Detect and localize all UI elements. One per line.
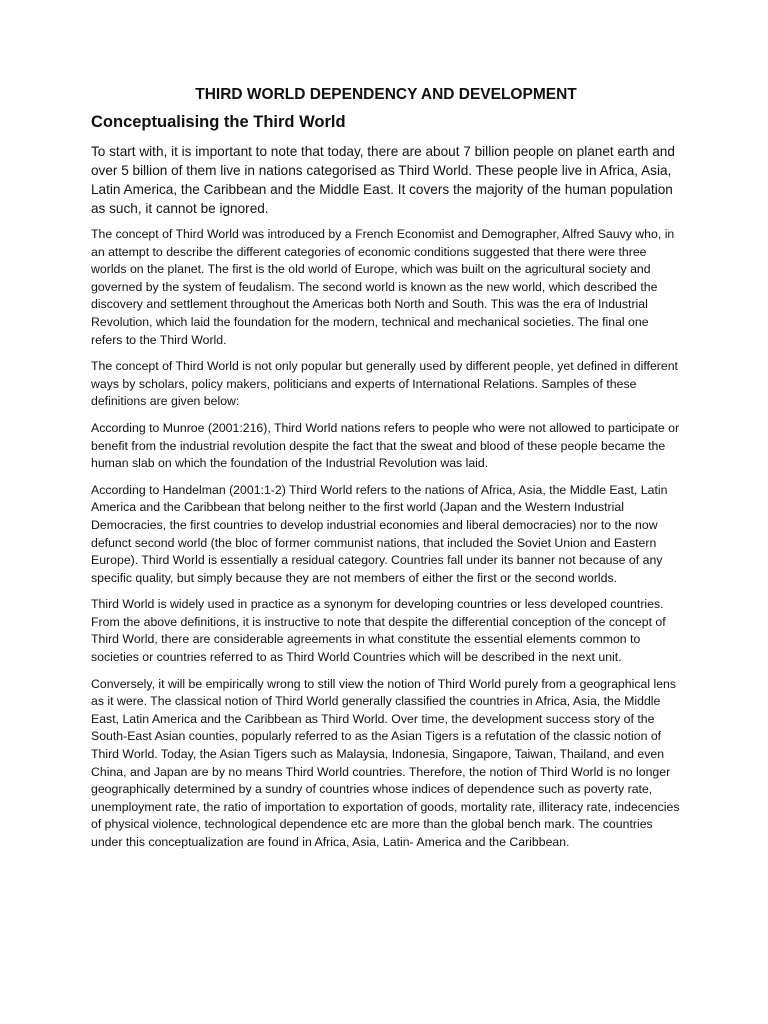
paragraph-munroe: According to Munroe (2001:216), Third World nations refers to people who were not allowed to participate or benefit from the industrial revolution despite the fact that the sweat and blood of these people became the human slab on which the foundation of the Industrial Revolution was laid. [91,420,680,471]
document-body [91,86,681,861]
paragraph-definitions-intro: The concept of Third World is not only popular but generally used by different people, yet defined in different ways by scholars, policy makers, politicians and experts of International Relations. Samples of these definitions are given below: [91,359,678,409]
paragraph-sauvy: The concept of Third World was introduced by a French Economist and Demographer, Alfred Sauvy who, in an attempt to describe the different categories of economic conditions suggested that there were three worlds on the planet. The first is the old world of Europe, which was built on the agricultural society and governed by the system of feudalism. The second world is known as the new world, which described the discovery and settlement throughout the Americas both North and South. This was the era of Industrial Revolution, which laid the foundation for the modern, technical and mechanical societies. The final one refers to the Third World. [91,227,675,347]
section-heading: Conceptualising the Third World [91,113,346,131]
lead-paragraph: To start with, it is important to note that today, there are about 7 billion people on planet earth and over 5 billion of them live in nations categorised as Third World. These people live in Africa, Asia, Latin America, the Caribbean and the Middle East. It covers the majority of the human population as such, it cannot be ignored. [91,144,675,216]
document-title: THIRD WORLD DEPENDENCY AND DEVELOPMENT [195,86,577,103]
paragraph-handelman: According to Handelman (2001:1-2) Third World refers to the nations of Africa, Asia, the Middle East, Latin America and the Caribbean that belong neither to the first world (Japan and the Western Industrial Democracies, the first countries to develop industrial economies and liberal democracies) nor to the now defunct second world (the bloc of former communist nations, that included the Soviet Union and Eastern Europe). Third World is essentially a residual category. Countries fall under its banner not because of any specific quality, but simply because they are not members of either the first or the second worlds. [91,482,668,585]
paragraph-synonym: Third World is widely used in practice as a synonym for developing countries or less developed countries. From the above definitions, it is instructive to note that despite the differential conception of the concept of Third World, there are considerable agreements in what constitute the essential elements common to societies or countries referred to as Third World Countries which will be described in the next unit. [91,597,666,665]
paragraph-conversely: Conversely, it will be empirically wrong to still view the notion of Third World purely from a geographical lens as it were. The classical notion of Third World generally classified the countries in Africa, Asia, the Middle East, Latin America and the Caribbean as Third World. Over time, the development success story of the South-East Asian counties, popularly referred to as the Asian Tigers is a refutation of the classic notion of Third World. Today, the Asian Tigers such as Malaysia, Indonesia, Singapore, Taiwan, Thailand, and even China, and Japan are by no means Third World countries. Therefore, the notion of Third World is no longer geographically determined by a sundry of countries whose indices of dependence such as poverty rate, unemployment rate, the ratio of importation to exportation of goods, mortality rate, illiteracy rate, indecencies of physical violence, technological dependence etc are more than the global bench mark. The countries under this conceptualization are found in Africa, Asia, Latin- America and the Caribbean. [91,676,680,849]
